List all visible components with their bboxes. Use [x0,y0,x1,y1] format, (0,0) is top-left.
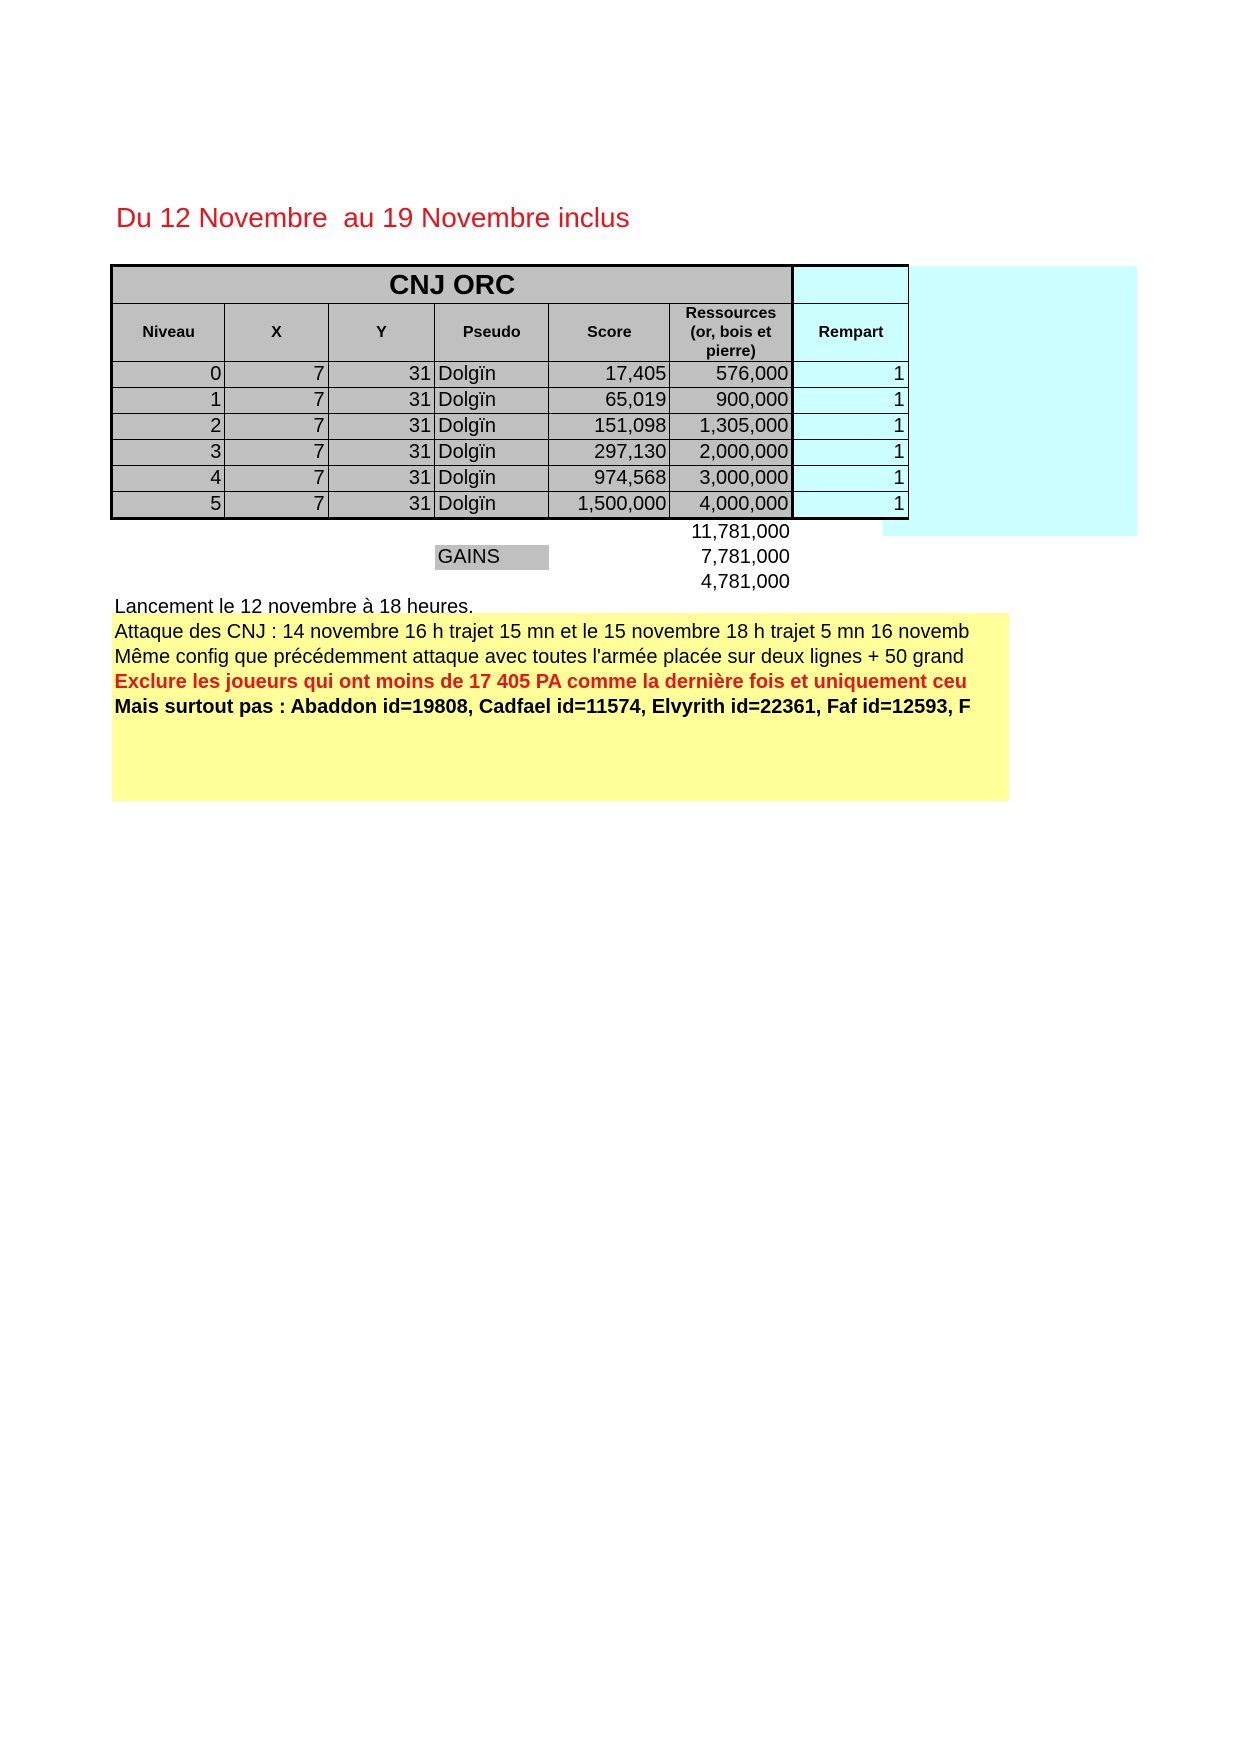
cell-niveau: 3 [112,440,225,466]
cell-niveau: 0 [112,362,225,388]
rempart-title-cell [793,266,908,304]
cell-ressources: 576,000 [670,362,793,388]
cnj-orc-table [110,264,1009,720]
cell-niveau: 2 [112,414,225,440]
table-row [112,440,1010,466]
column-header-x: X [225,304,328,362]
cell-x: 7 [225,414,328,440]
cell-rempart: 1 [793,362,908,388]
cell-pseudo: Dolgïn [435,362,549,388]
cell-score: 1,500,000 [549,492,670,519]
column-header-score: Score [549,304,670,362]
cell-x: 7 [225,492,328,519]
cell-pseudo: Dolgïn [435,492,549,519]
cell-rempart: 1 [793,388,908,414]
column-header-niveau: Niveau [112,304,225,362]
column-header-rempart: Rempart [793,304,908,362]
cell-ressources: 4,000,000 [670,492,793,519]
cell-pseudo: Dolgïn [435,388,549,414]
cell-y: 31 [328,414,435,440]
column-header-y: Y [328,304,435,362]
cell-x: 7 [225,466,328,492]
total-ressources: 11,781,000 [691,521,790,543]
gains-value: 7,781,000 [700,546,790,568]
cell-y: 31 [328,492,435,519]
cell-rempart: 1 [793,492,908,519]
table-row [112,492,1010,519]
column-header-ressources: Ressources (or, bois et pierre) [670,304,793,362]
cell-score: 297,130 [549,440,670,466]
difference-value: 4,781,000 [700,571,790,593]
cell-rempart: 1 [793,414,908,440]
cell-niveau: 4 [112,466,225,492]
note-line-4: Exclure les joueurs qui ont moins de 17 405 PA comme la dernière fois et uniquement ceu [114,671,967,693]
cell-niveau: 5 [112,492,225,519]
note-line-5: Mais surtout pas : Abaddon id=19808, Cadfael id=11574, Elvyrith id=22361, Faf id=12593, F [114,696,971,718]
cell-niveau: 1 [112,388,225,414]
column-header-pseudo: Pseudo [435,304,549,362]
cell-ressources: 1,305,000 [670,414,793,440]
cell-pseudo: Dolgïn [435,414,549,440]
cell-y: 31 [328,466,435,492]
cell-x: 7 [225,440,328,466]
page-title: Du 12 Novembre au 19 Novembre inclus [116,202,630,233]
cell-pseudo: Dolgïn [435,466,549,492]
note-line-1: Lancement le 12 novembre à 18 heures. [114,596,474,618]
cell-rempart: 1 [793,440,908,466]
gains-label: GAINS [435,545,549,570]
cell-score: 17,405 [549,362,670,388]
cell-ressources: 3,000,000 [670,466,793,492]
table-row [112,388,1010,414]
cell-ressources: 900,000 [670,388,793,414]
cell-x: 7 [225,388,328,414]
cell-score: 974,568 [549,466,670,492]
cell-y: 31 [328,388,435,414]
table-row [112,362,1010,388]
cell-score: 65,019 [549,388,670,414]
spreadsheet-area [110,264,1009,824]
note-line-2: Attaque des CNJ : 14 novembre 16 h trajet 15 mn et le 15 novembre 18 h trajet 5 mn 16 novemb [114,621,970,643]
cell-x: 7 [225,362,328,388]
cell-score: 151,098 [549,414,670,440]
table-row [112,414,1010,440]
note-line-3: Même config que précédemment attaque avec toutes l'armée placée sur deux lignes + 50 grand [114,646,964,668]
cell-ressources: 2,000,000 [670,440,793,466]
cell-rempart: 1 [793,466,908,492]
cell-y: 31 [328,362,435,388]
table-row [112,466,1010,492]
table-title: CNJ ORC [112,266,793,304]
cell-y: 31 [328,440,435,466]
cell-pseudo: Dolgïn [435,440,549,466]
